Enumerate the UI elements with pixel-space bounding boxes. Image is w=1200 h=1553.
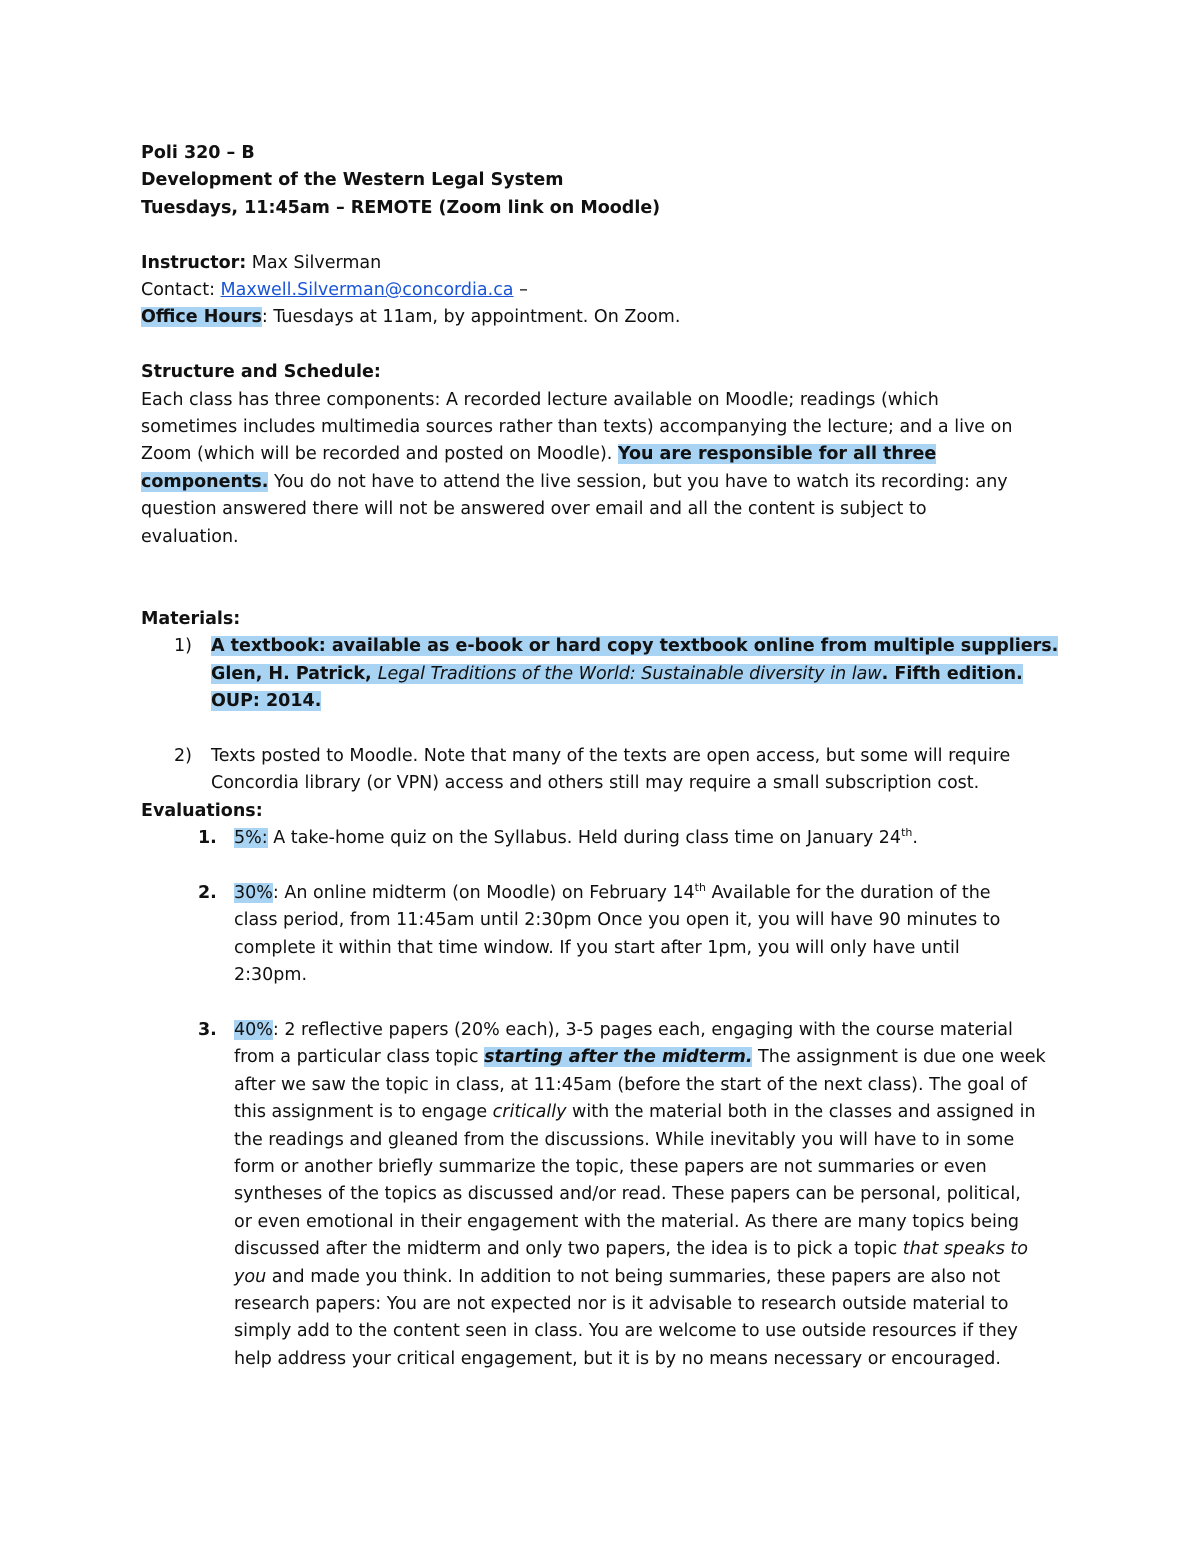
evaluations-heading: Evaluations: xyxy=(141,800,263,821)
evaluation-text: research papers: You are not expected nor is it advisable to research outside material to xyxy=(234,1293,1009,1314)
evaluation-percent: 30% xyxy=(234,882,273,903)
textbook-edition: . Fifth edition. xyxy=(881,663,1023,684)
evaluation-text: after we saw the topic in class, at 11:45am (before the start of the next class). The goal of xyxy=(234,1074,1028,1095)
textbook-text: A textbook: available as e-book or hard copy textbook online from multiple suppliers. xyxy=(211,636,1059,657)
emphasis-text: critically xyxy=(492,1102,567,1123)
course-title: Development of the Western Legal System xyxy=(141,170,564,191)
evaluation-text: : An online midterm (on Moodle) on February 14 xyxy=(272,882,695,903)
structure-text-part: Zoom (which will be recorded and posted on Moodle). xyxy=(141,444,618,465)
evaluation-text: : 2 reflective papers (20% each), 3-5 pages each, engaging with the course material xyxy=(272,1019,1013,1040)
evaluation-percent: 40% xyxy=(234,1019,273,1040)
structure-text: sometimes includes multimedia sources rather than texts) accompanying the lecture; and a live on xyxy=(141,417,1013,438)
office-hours-line xyxy=(141,304,1081,331)
evaluation-text: The assignment is due one week xyxy=(752,1047,1046,1068)
structure-text xyxy=(141,469,1081,496)
instructor-name: Max Silverman xyxy=(246,252,382,273)
midterm-highlight: starting after the midterm. xyxy=(484,1047,753,1068)
list-number: 3. xyxy=(198,1019,217,1040)
list-number: 1) xyxy=(174,636,192,657)
list-number: 2. xyxy=(198,882,217,903)
evaluation-text: form or another briefly summarize the topic, these papers are not summaries or even xyxy=(234,1156,987,1177)
instructor-line xyxy=(141,250,1081,277)
list-item xyxy=(141,743,1081,798)
course-code: Poli 320 – B xyxy=(141,143,255,163)
list-item xyxy=(141,825,1081,852)
evaluation-text: Available for the duration of the xyxy=(705,882,991,903)
contact-suffix: – xyxy=(513,280,528,301)
emphasis-text: you xyxy=(234,1266,267,1287)
structure-text: Each class has three components: A recorded lecture available on Moodle; readings (which xyxy=(141,389,939,410)
email-link[interactable]: Maxwell.Silverman@concordia.ca xyxy=(220,280,514,301)
evaluation-text: discussed after the midterm and only two papers, the idea is to pick a topic xyxy=(234,1239,903,1260)
contact-label: Contact: xyxy=(141,280,221,301)
evaluation-text: and made you think. In addition to not being summaries, these papers are also not xyxy=(266,1266,1001,1287)
superscript: th xyxy=(901,826,913,840)
responsible-highlight: You are responsible for all three xyxy=(617,444,937,465)
contact-line xyxy=(141,277,1081,304)
textbook-author: Glen, H. Patrick, xyxy=(211,663,378,684)
evaluation-text: with the material both in the classes and assigned in xyxy=(566,1102,1036,1123)
evaluation-text: class period, from 11:45am until 2:30pm Once you open it, you will have 90 minutes to xyxy=(234,910,1001,931)
office-hours-label: Office Hours xyxy=(141,307,262,328)
evaluation-text: the readings and gleaned from the discussions. While inevitably you will have to in some xyxy=(234,1129,1015,1150)
evaluation-percent: 5%: xyxy=(234,828,268,849)
list-item xyxy=(141,1017,1081,1373)
evaluation-text: complete it within that time window. If you start after 1pm, you will only have until xyxy=(234,937,960,958)
list-text: Texts posted to Moodle. Note that many of the texts are open access, but some will require xyxy=(211,745,1011,766)
superscript: th xyxy=(694,881,706,895)
list-text: Concordia library (or VPN) access and others still may require a small subscription cost. xyxy=(211,773,980,794)
evaluation-text: syntheses of the topics as discussed and/or read. These papers can be personal, political, xyxy=(234,1184,1021,1205)
emphasis-text: that speaks to xyxy=(902,1239,1028,1260)
materials-heading: Materials: xyxy=(141,608,241,629)
textbook-title: Legal Traditions of the World: Sustainable diversity in law xyxy=(377,663,882,684)
structure-text xyxy=(141,441,1081,468)
office-hours-text: : Tuesdays at 11am, by appointment. On Zoom. xyxy=(261,307,681,328)
evaluation-text: help address your critical engagement, but it is by no means necessary or encouraged. xyxy=(234,1348,1001,1369)
evaluation-text: simply add to the content seen in class. You are welcome to use outside resources if they xyxy=(234,1321,1018,1342)
instructor-label: Instructor: xyxy=(141,252,247,273)
list-item xyxy=(141,880,1081,990)
evaluation-text: A take-home quiz on the Syllabus. Held during class time on January 24 xyxy=(267,828,902,849)
structure-text: evaluation. xyxy=(141,526,239,547)
textbook-publisher: OUP: 2014. xyxy=(211,691,322,712)
structure-text: question answered there will not be answered over email and all the content is subject to xyxy=(141,499,927,520)
evaluation-text: 2:30pm. xyxy=(234,965,308,986)
structure-text-part: You do not have to attend the live session, but you have to watch its recording: any xyxy=(268,471,1008,492)
evaluation-text: . xyxy=(912,828,918,849)
evaluation-text: from a particular class topic xyxy=(234,1047,485,1068)
structure-heading: Structure and Schedule: xyxy=(141,362,381,383)
course-schedule: Tuesdays, 11:45am – REMOTE (Zoom link on Moodle) xyxy=(141,197,661,218)
evaluation-text: this assignment is to engage xyxy=(234,1102,493,1123)
list-number: 1. xyxy=(198,828,217,849)
list-number: 2) xyxy=(174,745,192,766)
list-item xyxy=(141,633,1081,715)
responsible-highlight: components. xyxy=(141,471,269,492)
syllabus-page xyxy=(141,140,1081,1373)
evaluation-text: or even emotional in their engagement with the material. As there are many topics being xyxy=(234,1211,1020,1232)
